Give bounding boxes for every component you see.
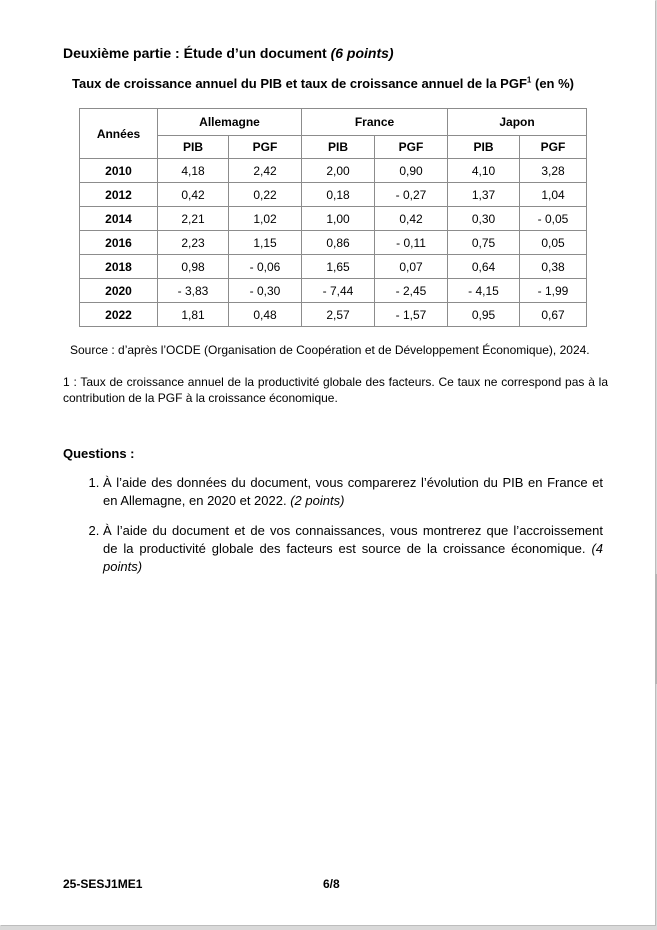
- value-cell: 1,04: [520, 183, 587, 207]
- year-cell: 2016: [80, 231, 158, 255]
- table-row: [80, 279, 587, 303]
- table-row: [80, 207, 587, 231]
- questions-list: [63, 474, 603, 588]
- value-cell: 0,48: [229, 303, 302, 327]
- table-row: [80, 183, 587, 207]
- value-cell: 0,95: [448, 303, 520, 327]
- value-cell: 1,02: [229, 207, 302, 231]
- value-cell: 2,23: [158, 231, 229, 255]
- value-cell: 1,37: [448, 183, 520, 207]
- year-cell: 2010: [80, 159, 158, 183]
- value-cell: 2,42: [229, 159, 302, 183]
- value-cell: - 0,05: [520, 207, 587, 231]
- year-cell: 2014: [80, 207, 158, 231]
- country-header: Japon: [448, 109, 587, 136]
- source-note: Source : d’après l’OCDE (Organisation de Coopération et de Développement Économique), 2024.: [70, 343, 590, 357]
- value-cell: 1,15: [229, 231, 302, 255]
- country-header: France: [302, 109, 448, 136]
- value-cell: 0,98: [158, 255, 229, 279]
- indicator-header: PIB: [302, 136, 375, 159]
- value-cell: 0,75: [448, 231, 520, 255]
- value-cell: 1,00: [302, 207, 375, 231]
- indicator-header: PIB: [448, 136, 520, 159]
- year-cell: 2022: [80, 303, 158, 327]
- table-row: [80, 231, 587, 255]
- value-cell: 2,00: [302, 159, 375, 183]
- value-cell: 0,90: [375, 159, 448, 183]
- indicator-header: PGF: [229, 136, 302, 159]
- table-row: [80, 255, 587, 279]
- document-title-footnote-ref: 1: [526, 75, 532, 85]
- year-header: Années: [80, 109, 158, 159]
- question-item: [103, 474, 603, 510]
- questions-title: Questions :: [63, 446, 135, 461]
- question-points: (2 points): [290, 493, 345, 508]
- value-cell: 2,57: [302, 303, 375, 327]
- value-cell: - 0,27: [375, 183, 448, 207]
- year-cell: 2012: [80, 183, 158, 207]
- year-cell: 2020: [80, 279, 158, 303]
- table-header-row: [80, 109, 587, 136]
- value-cell: 0,07: [375, 255, 448, 279]
- value-cell: 2,21: [158, 207, 229, 231]
- footnote: 1 : Taux de croissance annuel de la productivité globale des facteurs. Ce taux ne correspond pas à la contribution de la PGF à la croissance économique.: [63, 375, 608, 405]
- question-item: [103, 522, 603, 576]
- value-cell: 4,18: [158, 159, 229, 183]
- question-text: À l’aide des données du document, vous comparerez l’évolution du PIB en France et en Allemagne, en 2020 et 2022.: [103, 475, 603, 508]
- part-title-text: Deuxième partie : Étude d’un document: [63, 45, 327, 61]
- value-cell: 3,28: [520, 159, 587, 183]
- value-cell: - 0,06: [229, 255, 302, 279]
- question-points: (4 points): [103, 541, 603, 574]
- value-cell: 4,10: [448, 159, 520, 183]
- value-cell: 0,67: [520, 303, 587, 327]
- table-row: [80, 303, 587, 327]
- document-title: [72, 76, 574, 91]
- value-cell: 0,64: [448, 255, 520, 279]
- value-cell: 1,65: [302, 255, 375, 279]
- value-cell: - 0,11: [375, 231, 448, 255]
- table-row: [80, 159, 587, 183]
- value-cell: 0,05: [520, 231, 587, 255]
- value-cell: 1,81: [158, 303, 229, 327]
- year-cell: 2018: [80, 255, 158, 279]
- table-body: [80, 159, 587, 327]
- value-cell: - 4,15: [448, 279, 520, 303]
- value-cell: 0,42: [158, 183, 229, 207]
- value-cell: 0,86: [302, 231, 375, 255]
- indicator-header: PIB: [158, 136, 229, 159]
- country-header: Allemagne: [158, 109, 302, 136]
- document-title-unit: (en %): [534, 76, 574, 91]
- footer-subject-code: 25-SESJ1ME1: [63, 877, 143, 891]
- value-cell: - 3,83: [158, 279, 229, 303]
- value-cell: 0,30: [448, 207, 520, 231]
- indicator-header: PGF: [375, 136, 448, 159]
- part-points: (6 points): [330, 45, 394, 61]
- value-cell: - 1,57: [375, 303, 448, 327]
- value-cell: 0,42: [375, 207, 448, 231]
- value-cell: 0,22: [229, 183, 302, 207]
- data-table: [79, 108, 587, 327]
- footer-page-number: 6/8: [323, 877, 340, 891]
- document-title-text: Taux de croissance annuel du PIB et taux de croissance annuel de la PGF: [72, 76, 527, 91]
- value-cell: 0,38: [520, 255, 587, 279]
- value-cell: - 0,30: [229, 279, 302, 303]
- part-title: [63, 45, 394, 61]
- indicator-header: PGF: [520, 136, 587, 159]
- value-cell: - 2,45: [375, 279, 448, 303]
- question-text: À l’aide du document et de vos connaissances, vous montrerez que l’accroissement de la productivité globale des facteurs est source de la croissance économique.: [103, 523, 603, 556]
- value-cell: - 7,44: [302, 279, 375, 303]
- value-cell: - 1,99: [520, 279, 587, 303]
- value-cell: 0,18: [302, 183, 375, 207]
